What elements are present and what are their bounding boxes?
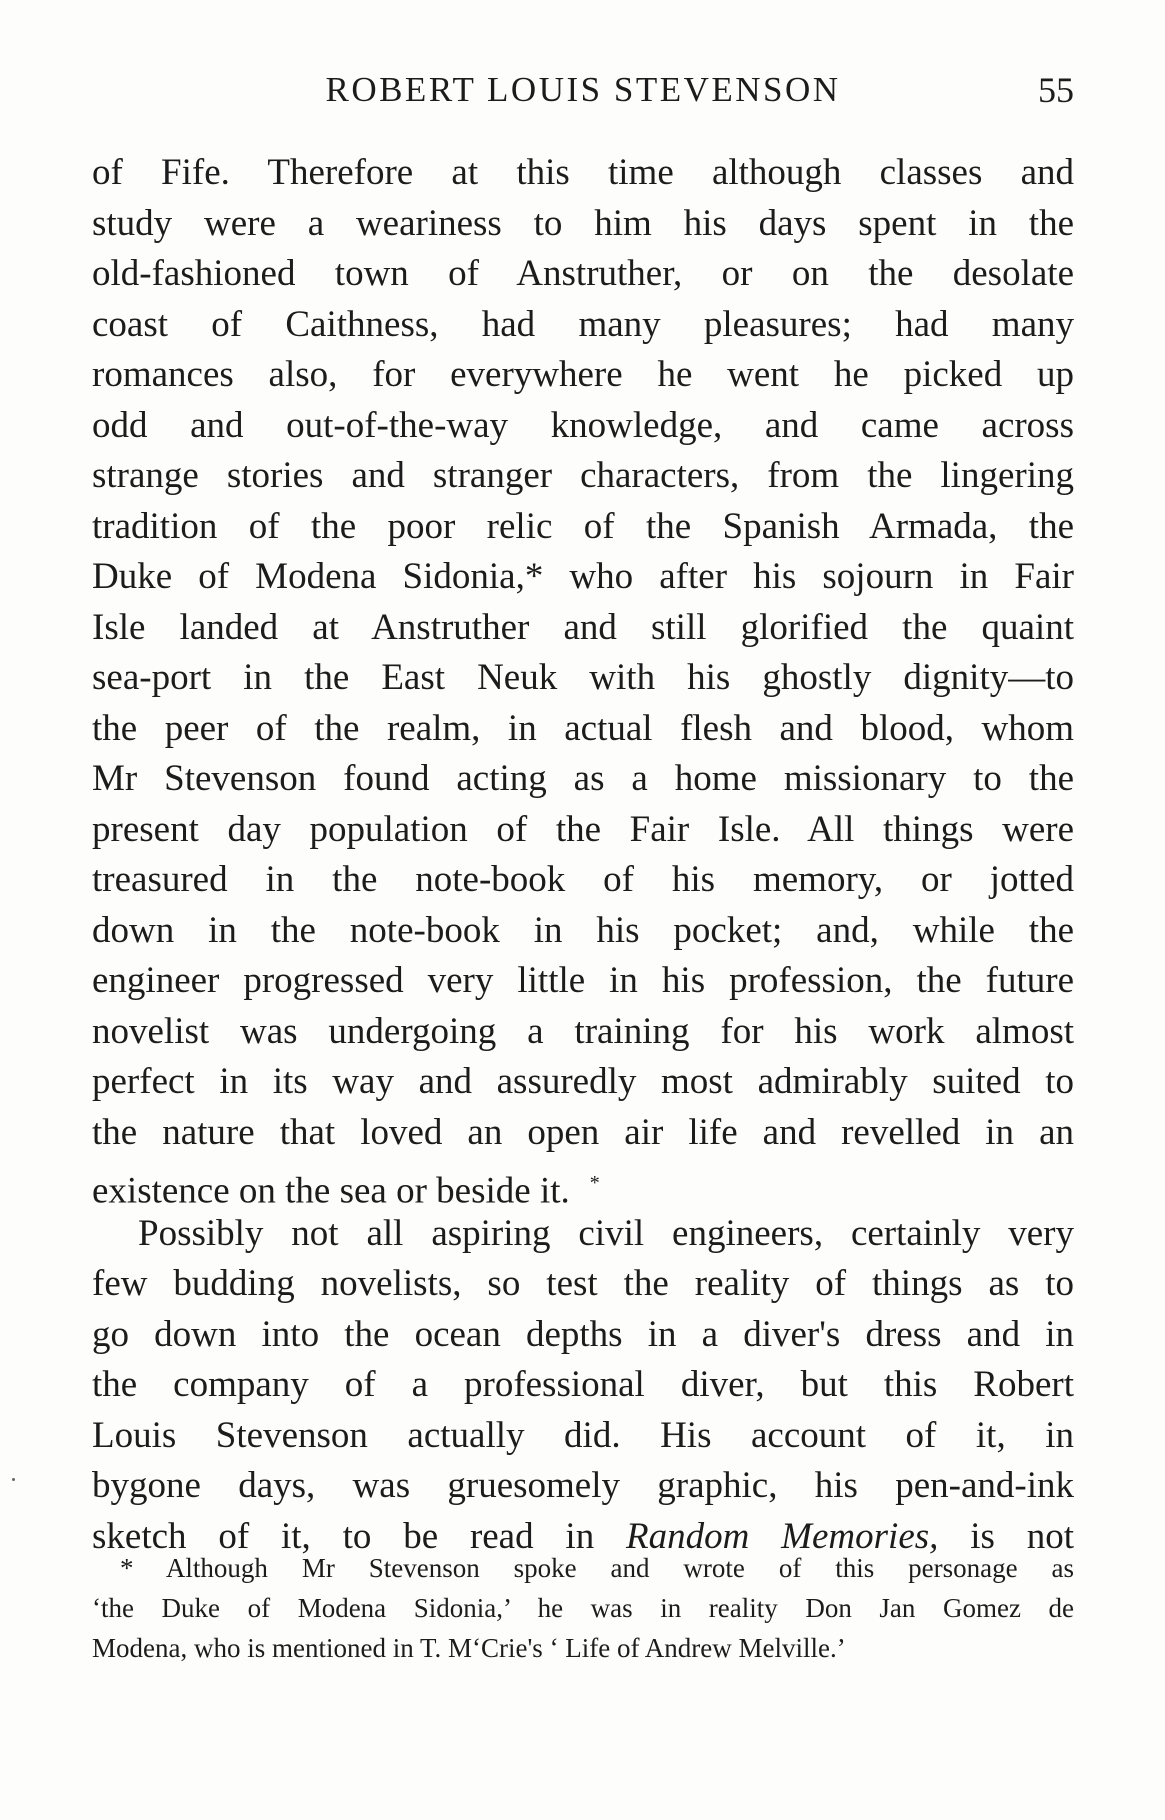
footnote-line: * Although Mr Stevenson spoke and wrote of this personage as [120, 1553, 1074, 1583]
paragraph-end-line [92, 1158, 1074, 1212]
stray-mark: * [589, 1172, 600, 1194]
text-line: go down into the ocean depths in a diver's dress and in [92, 1313, 1074, 1355]
book-title: Random Memories, [626, 1515, 939, 1557]
text-line: study were a weariness to him his days spent in the [92, 202, 1074, 244]
text-line: odd and out-of-the-way knowledge, and came across [92, 404, 1074, 446]
text-line: Duke of Modena Sidonia,* who after his sojourn in Fair [92, 556, 1074, 597]
text-line: Mr Stevenson found acting as a home missionary to the [92, 758, 1074, 799]
text-line: Possibly not all aspiring civil engineers, certainly very [138, 1212, 1074, 1254]
text-before-title: sketch of it, to be read in [92, 1515, 595, 1557]
paragraph-end-text: existence on the sea or beside it. [92, 1170, 570, 1212]
text-line: Isle landed at Anstruther and still glorified the quaint [92, 606, 1074, 648]
text-line: few budding novelists, so test the reality of things as to [92, 1263, 1074, 1304]
running-head [92, 62, 1074, 118]
text-line: treasured in the note-book of his memory, or jotted [92, 859, 1074, 900]
text-line: the company of a professional diver, but this Robert [92, 1364, 1074, 1405]
scan-speck [12, 1478, 15, 1481]
text-line: of Fife. Therefore at this time although classes and [92, 152, 1074, 193]
text-line: Louis Stevenson actually did. His account of it, in [92, 1414, 1074, 1456]
text-line: novelist was undergoing a training for his work almost [92, 1010, 1074, 1052]
text-after-title: is not [970, 1515, 1075, 1557]
footnote-line: ‘the Duke of Modena Sidonia,’ he was in reality Don Jan Gomez de [92, 1593, 1074, 1623]
text-line: the peer of the realm, in actual flesh and blood, whom [92, 707, 1074, 749]
footnote [92, 1548, 1074, 1668]
text-line: the nature that loved an open air life and revelled in an [92, 1111, 1074, 1153]
body-text [92, 148, 1074, 1562]
text-line: present day population of the Fair Isle. All things were [92, 808, 1074, 850]
text-line: down in the note-book in his pocket; and, while the [92, 909, 1074, 951]
text-line: engineer progressed very little in his profession, the future [92, 960, 1074, 1001]
text-line: romances also, for everywhere he went he picked up [92, 354, 1074, 395]
running-title: ROBERT LOUIS STEVENSON [325, 70, 841, 109]
text-line: bygone days, was gruesomely graphic, his pen-and-ink [92, 1465, 1074, 1506]
page-number: 55 [1038, 70, 1074, 110]
text-line: sea-port in the East Neuk with his ghostly dignity—to [92, 657, 1074, 698]
text-line: strange stories and stranger characters, from the lingering [92, 455, 1074, 496]
text-line: coast of Caithness, had many pleasures; had many [92, 303, 1074, 345]
text-line: old-fashioned town of Anstruther, or on the desolate [92, 253, 1074, 294]
footnote-line: Modena, who is mentioned in T. M‘Crie's ‘ Life of Andrew Melville.’ [92, 1633, 846, 1663]
text-line: tradition of the poor relic of the Spanish Armada, the [92, 505, 1074, 547]
text-line: perfect in its way and assuredly most admirably suited to [92, 1061, 1074, 1102]
